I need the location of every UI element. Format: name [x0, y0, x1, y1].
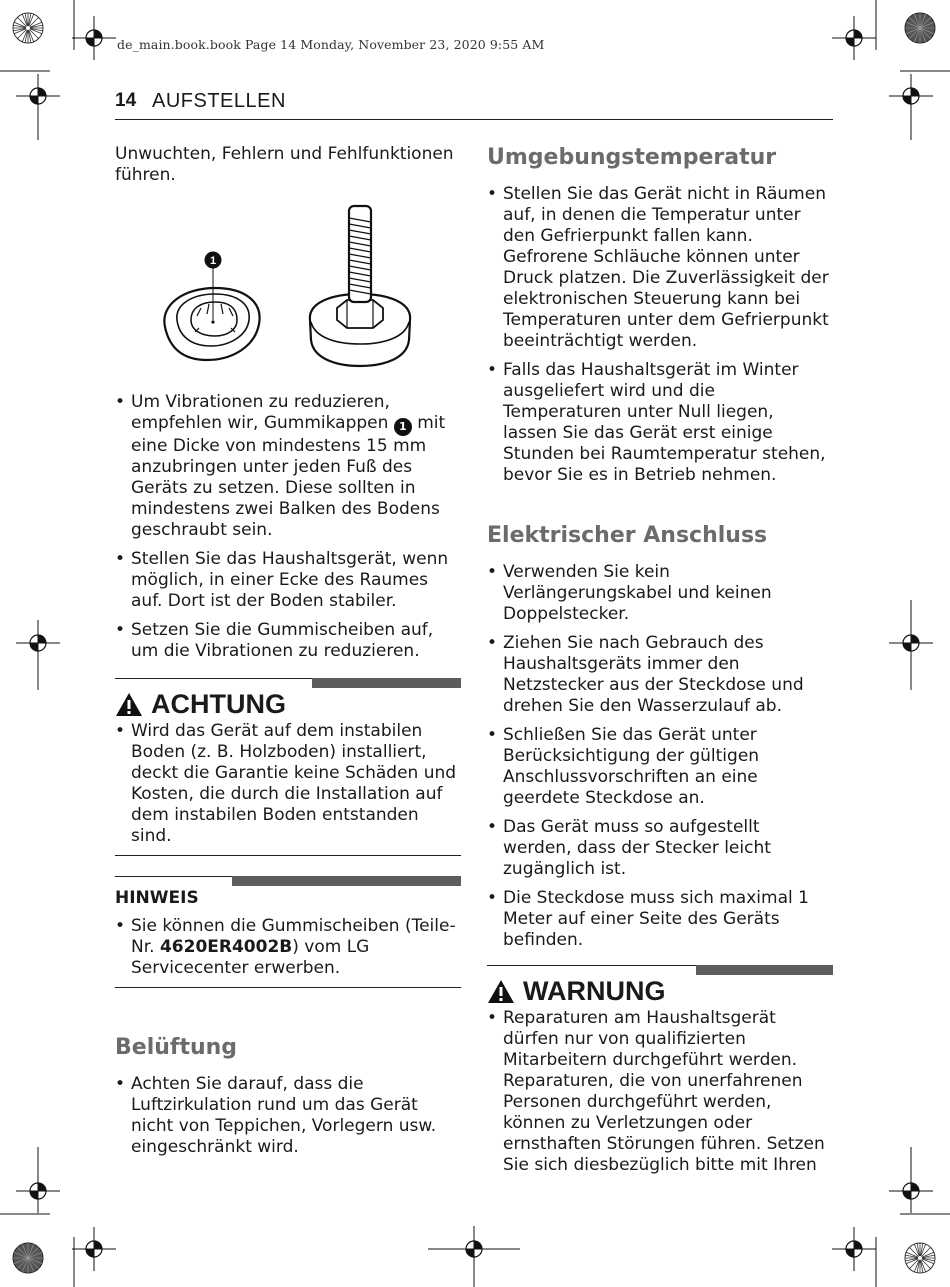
- part-number: 4620ER4002B: [159, 937, 293, 957]
- section-heading-elektrischer-anschluss: Elektrischer Anschluss: [487, 523, 768, 548]
- rubber-cap-and-foot-illustration: [115, 196, 461, 392]
- page-title: AUFSTELLEN: [152, 90, 286, 112]
- hinweis-box: [115, 876, 461, 988]
- achtung-box: [115, 678, 461, 856]
- achtung-title: ACHTUNG: [151, 689, 286, 719]
- right-column: [487, 144, 833, 1184]
- print-slug: de_main.book.book Page 14 Monday, November 23, 2020 9:55 AM: [117, 37, 545, 52]
- list-item: • Stellen Sie das Gerät nicht in Räumen auf, in denen die Temperatur unter den Gefrierpunkt fallen kann. Gefrorene Schläuche können unter Druck platzen. Die Zuverlässigkeit der elektronischen Steuerung kann bei Temperaturen unter dem Gefrierpunkt beeinträchtigt werden.: [487, 184, 833, 352]
- warning-triangle-icon: [487, 979, 515, 1004]
- section-heading-belueftung: Belüftung: [115, 1035, 238, 1060]
- list-item: • Ziehen Sie nach Gebrauch des Haushaltsgeräts immer den Netzstecker aus der Steckdose und drehen Sie den Wasserzulauf ab.: [487, 633, 833, 717]
- list-item-text: mit eine Dicke von mindestens 15 mm anzubringen unter jeden Fuß des Geräts zu setzen. Diese sollten in mindestens zwei Balken des Bodens geschraubt sein.: [131, 413, 446, 540]
- achtung-heading: [115, 689, 461, 719]
- warnung-box: [487, 965, 833, 1176]
- list-item: • Das Gerät muss so aufgestellt werden, dass der Stecker leicht zugänglich ist.: [487, 817, 833, 880]
- list-item-text: Um Vibrationen zu reduzieren, empfehlen wir, Gummikappen: [131, 392, 394, 433]
- list-item-text: ) vom LG Servicecenter erwerben.: [131, 937, 370, 978]
- list-item: [115, 392, 461, 541]
- belueftung-list: [115, 1074, 461, 1158]
- left-column: [115, 144, 461, 1166]
- list-item: • Schließen Sie das Gerät unter Berücksichtigung der gültigen Anschlussvorschriften an eine geerdete Steckdose an.: [487, 725, 833, 809]
- rubber-cap-figure: [115, 196, 461, 392]
- vibration-bullet-list: [115, 392, 461, 662]
- warnung-heading: [487, 976, 833, 1006]
- achtung-list: [115, 721, 461, 847]
- list-item: • Reparaturen am Haushaltsgerät dürfen nur von qualifizierten Mitarbeitern durchgeführt werden. Reparaturen, die von unerfahrenen Personen durchgeführt werden, können zu Verletzungen oder ernsthaften Störungen führen. Setzen Sie sich diesbezüglich bitte mit Ihren: [487, 1008, 833, 1176]
- list-item: • Setzen Sie die Gummischeiben auf, um die Vibrationen zu reduzieren.: [115, 620, 461, 662]
- list-item: • Falls das Haushaltsgerät im Winter ausgeliefert wird und die Temperaturen unter Null liegen, lassen Sie das Gerät erst einige Stunden bei Raumtemperatur stehen, bevor Sie es in Betrieb nehmen.: [487, 360, 833, 486]
- warnung-list: [487, 1008, 833, 1176]
- section-heading-umgebungstemperatur: Umgebungstemperatur: [487, 145, 777, 170]
- list-item: • Stellen Sie das Haushaltsgerät, wenn möglich, in einer Ecke des Raumes auf. Dort ist der Boden stabiler.: [115, 549, 461, 612]
- page-number: 14: [115, 90, 137, 111]
- umgebung-list: [487, 184, 833, 486]
- page-header: [115, 90, 833, 120]
- list-item: • Verwenden Sie kein Verlängerungskabel und keinen Doppelstecker.: [487, 562, 833, 625]
- warning-triangle-icon: [115, 692, 143, 717]
- warnung-title: WARNUNG: [523, 976, 666, 1006]
- hinweis-list: [115, 916, 461, 979]
- callout-number: 1: [209, 255, 217, 267]
- list-item: • Die Steckdose muss sich maximal 1 Meter auf einer Seite des Geräts befinden.: [487, 888, 833, 951]
- intro-text: Unwuchten, Fehlern und Fehlfunktionen führen.: [115, 144, 454, 185]
- callout-ref-icon: 1: [394, 418, 412, 436]
- elektrisch-list: [487, 562, 833, 951]
- list-item-text: Sie können die Gummischeiben (Teile-Nr.: [131, 916, 456, 957]
- list-item: • Achten Sie darauf, dass die Luftzirkulation rund um das Gerät nicht von Teppichen, Vorlegern usw. eingeschränkt wird.: [115, 1074, 461, 1158]
- list-item: • Wird das Gerät auf dem instabilen Boden (z. B. Holzboden) installiert, deckt die Garantie keine Schäden und Kosten, die durch die Installation auf dem instabilen Boden entstanden sind.: [115, 721, 461, 847]
- list-item: [115, 916, 461, 979]
- hinweis-title: HINWEIS: [115, 888, 199, 908]
